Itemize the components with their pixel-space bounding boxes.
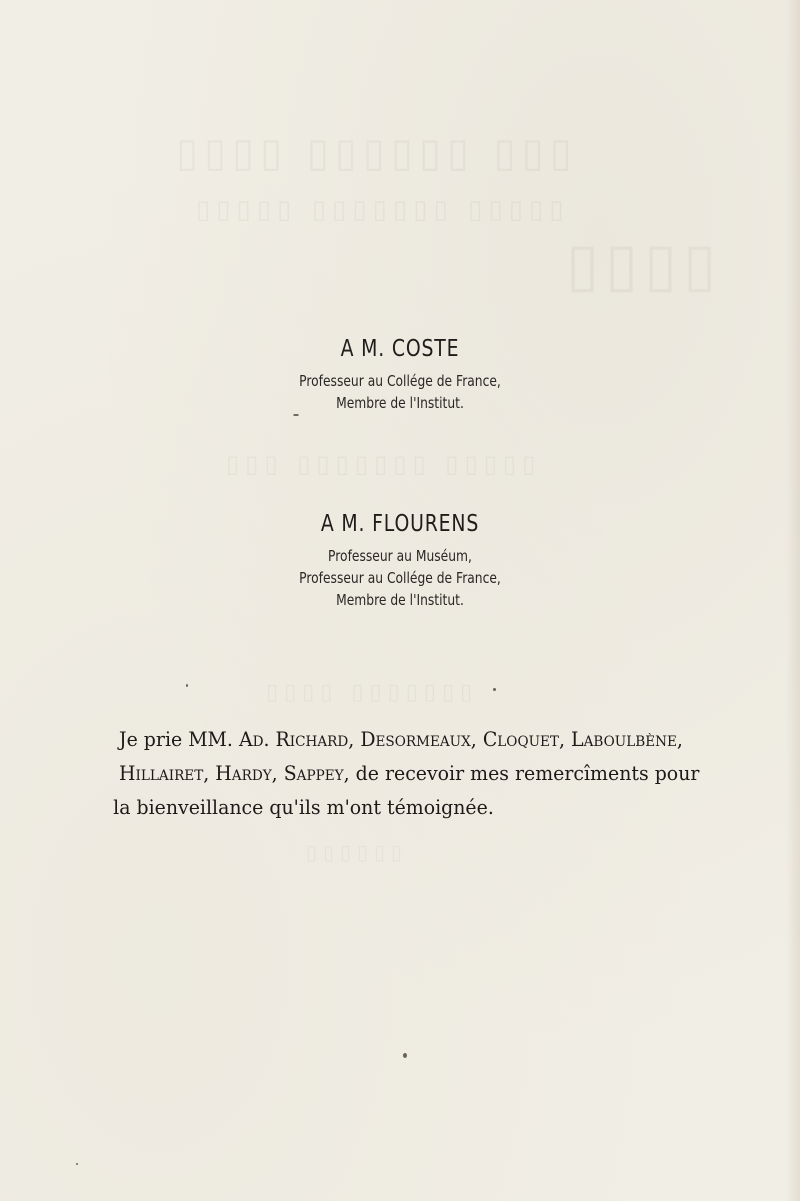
acknowledgment-rest: de recevoir mes remercîments pour [349,762,700,785]
acknowledgment-line-2 [119,757,769,791]
dedication-coste-title-2: Membre de l'Institut. [336,394,464,412]
dedication-coste [0,336,800,414]
show-through-texture: ▯▯▯▯▯▯ [300,840,403,864]
paper-speck [76,1163,78,1165]
acknowledgment-names-2: Hillairet, Hardy, Sappey, [119,762,350,785]
acknowledgment-names-1: Ad. Richard, Desormeaux, Cloquet, Laboulbène, [238,728,683,751]
dedication-flourens-title-1: Professeur au Muséum, [328,547,472,565]
dedication-coste-title-1: Professeur au Collége de France, [299,372,501,390]
show-through-texture: ▯▯▯▯▯▯▯ ▯▯▯▯ [260,680,473,705]
show-through-texture: ▯▯▯▯▯ ▯▯▯▯▯▯▯ ▯▯▯▯▯ [190,195,564,225]
paper-speck [493,688,496,691]
dedication-coste-name: A M. COSTE [340,336,460,362]
paper-speck [186,684,188,687]
acknowledgment-line-1 [119,723,769,757]
dedication-flourens-name: A M. FLOURENS [320,511,480,537]
show-through-texture: ▯▯▯▯▯ ▯▯▯▯▯▯▯ ▯▯▯ [220,450,536,478]
paper-speck [293,414,299,416]
paper-speck [403,1053,407,1058]
acknowledgment-paragraph [113,723,769,825]
dedication-flourens-title-3: Membre de l'Institut. [336,591,464,609]
dedication-flourens [0,511,800,611]
acknowledgment-lead: Je prie MM. [119,728,239,751]
show-through-texture: ▯▯▯▯ [560,230,717,300]
show-through-texture: ▯▯▯ ▯▯▯▯▯▯ ▯▯▯▯ [170,130,572,176]
acknowledgment-line-3: la bienveillance qu'ils m'ont témoignée. [113,796,494,819]
dedication-flourens-title-2: Professeur au Collége de France, [299,569,501,587]
